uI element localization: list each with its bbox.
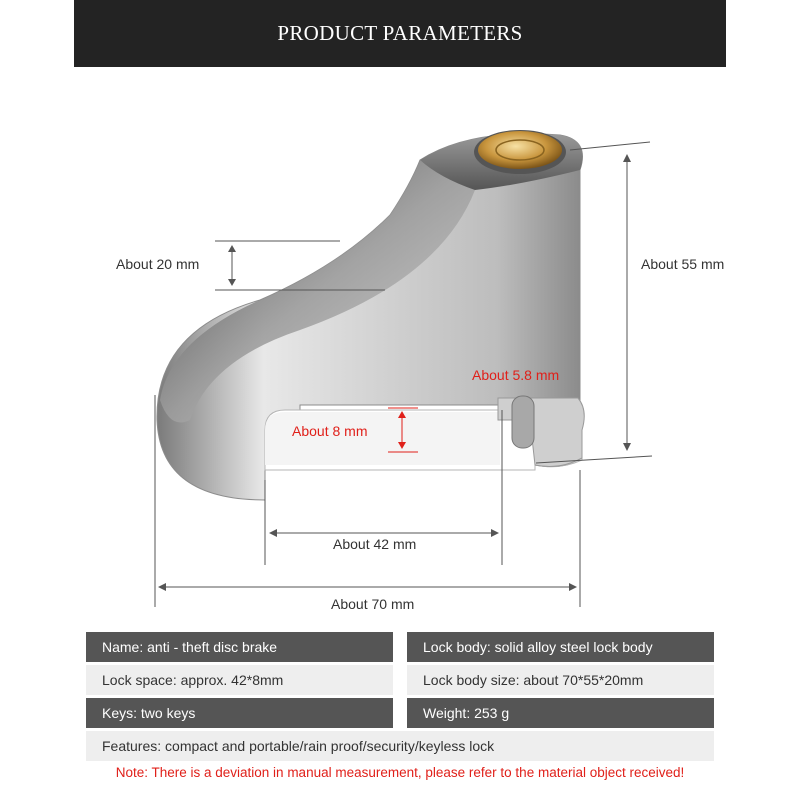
spec-row [86, 731, 714, 761]
header-title: PRODUCT PARAMETERS [277, 21, 523, 45]
spec-features: Features: compact and portable/rain proof/security/keyless lock [86, 731, 714, 761]
spec-row [86, 632, 714, 662]
lock-body [157, 130, 584, 500]
slot-width-label: About 42 mm [333, 536, 417, 552]
height-label: About 55 mm [641, 256, 725, 272]
spec-keys: Keys: two keys [86, 698, 393, 728]
spec-lock-space: Lock space: approx. 42*8mm [86, 665, 393, 695]
width-label: About 70 mm [331, 596, 415, 612]
spec-row [86, 665, 714, 695]
slot-height-label: About 8 mm [292, 423, 368, 439]
spec-name: Name: anti - theft disc brake [86, 632, 393, 662]
spec-weight: Weight: 253 g [407, 698, 714, 728]
keyhole-icon [478, 131, 562, 169]
pin-label: About 5.8 mm [472, 367, 560, 383]
spec-lock-body: Lock body: solid alloy steel lock body [407, 632, 714, 662]
measurement-note: Note: There is a deviation in manual measurement, please refer to the material object received! [115, 765, 685, 780]
spec-row [86, 698, 714, 728]
lock-pin [512, 396, 534, 448]
spec-lock-body-size: Lock body size: about 70*55*20mm [407, 665, 714, 695]
thickness-label: About 20 mm [116, 256, 200, 272]
spec-table [86, 632, 714, 764]
